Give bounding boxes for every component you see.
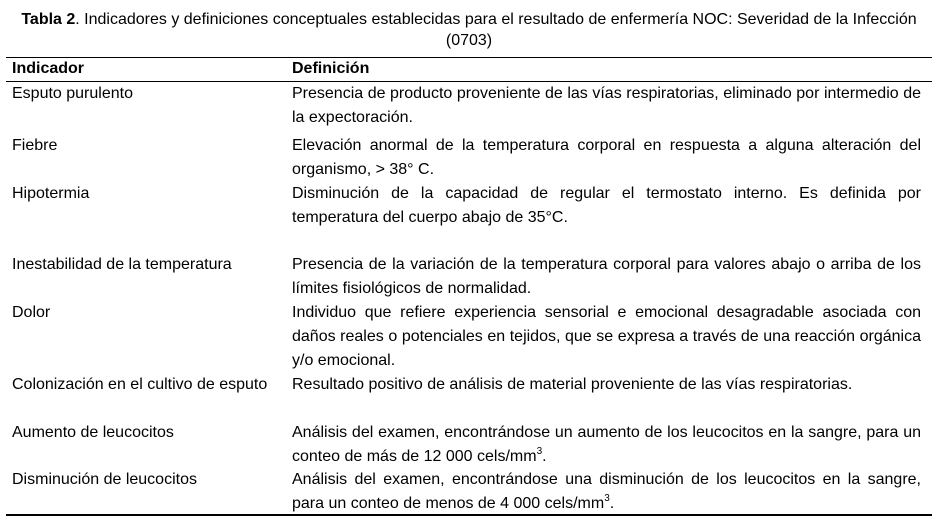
row-8-definition-text: Análisis del examen, encontrándose una disminución de los leucocitos en la sangre, para un conteo de menos de 4 000 cels/mm (292, 471, 921, 512)
row-3-indicator: Hipotermia (12, 185, 90, 202)
caption-label: Tabla 2 (21, 11, 76, 28)
header-definition: Definición (292, 60, 370, 77)
row-5-indicator: Dolor (12, 304, 51, 321)
row-6-definition: Resultado positivo de análisis de material proveniente de las vías respiratorias. (292, 376, 853, 393)
row-4-definition: Presencia de la variación de la temperatura corporal para valores abajo o arriba de los límites fisiológicos de normalidad. (292, 256, 921, 297)
row-8-definition-end: . (609, 495, 615, 512)
row-6-indicator: Colonización en el cultivo de esputo (12, 376, 268, 393)
row-1-indicator: Esputo purulento (12, 85, 133, 102)
row-1-definition: Presencia de producto proveniente de las vías respiratorias, eliminado por intermedio de la expectoración. (292, 85, 921, 126)
caption-text: . Indicadores y definiciones conceptuales establecidas para el resultado de enfermería NOC: Severidad de la Infección (0703) (75, 11, 917, 49)
table-caption (6, 9, 932, 51)
row-2-indicator: Fiebre (12, 137, 58, 154)
row-7-definition-text: Análisis del examen, encontrándose un aumento de los leucocitos en la sangre, para un conteo de más de 12 000 cels/mm (292, 424, 921, 465)
row-7-definition-superscript: 3 (536, 445, 543, 457)
row-8-definition-superscript: 3 (604, 492, 610, 504)
header-indicator: Indicador (12, 60, 85, 77)
row-3-definition: Disminución de la capacidad de regular el termostato interno. Es definida por temperatura del cuerpo abajo de 35°C. (292, 185, 921, 226)
table-bottom-rule (6, 514, 932, 516)
row-2-definition: Elevación anormal de la temperatura corporal en respuesta a alguna alteración del organismo, > 38° C. (292, 137, 921, 178)
row-4-indicator: Inestabilidad de la temperatura (12, 256, 232, 273)
row-7-definition (292, 421, 921, 469)
row-5-definition: Individuo que refiere experiencia sensorial e emocional desagradable asociada con daños reales o potenciales en tejidos, que se expresa a través de una reacción orgánica y/o emocional. (292, 304, 921, 369)
row-7-indicator: Aumento de leucocitos (12, 424, 174, 441)
row-8-indicator: Disminución de leucocitos (12, 471, 197, 488)
row-8-definition (292, 468, 921, 516)
row-7-definition-end: . (542, 448, 547, 465)
